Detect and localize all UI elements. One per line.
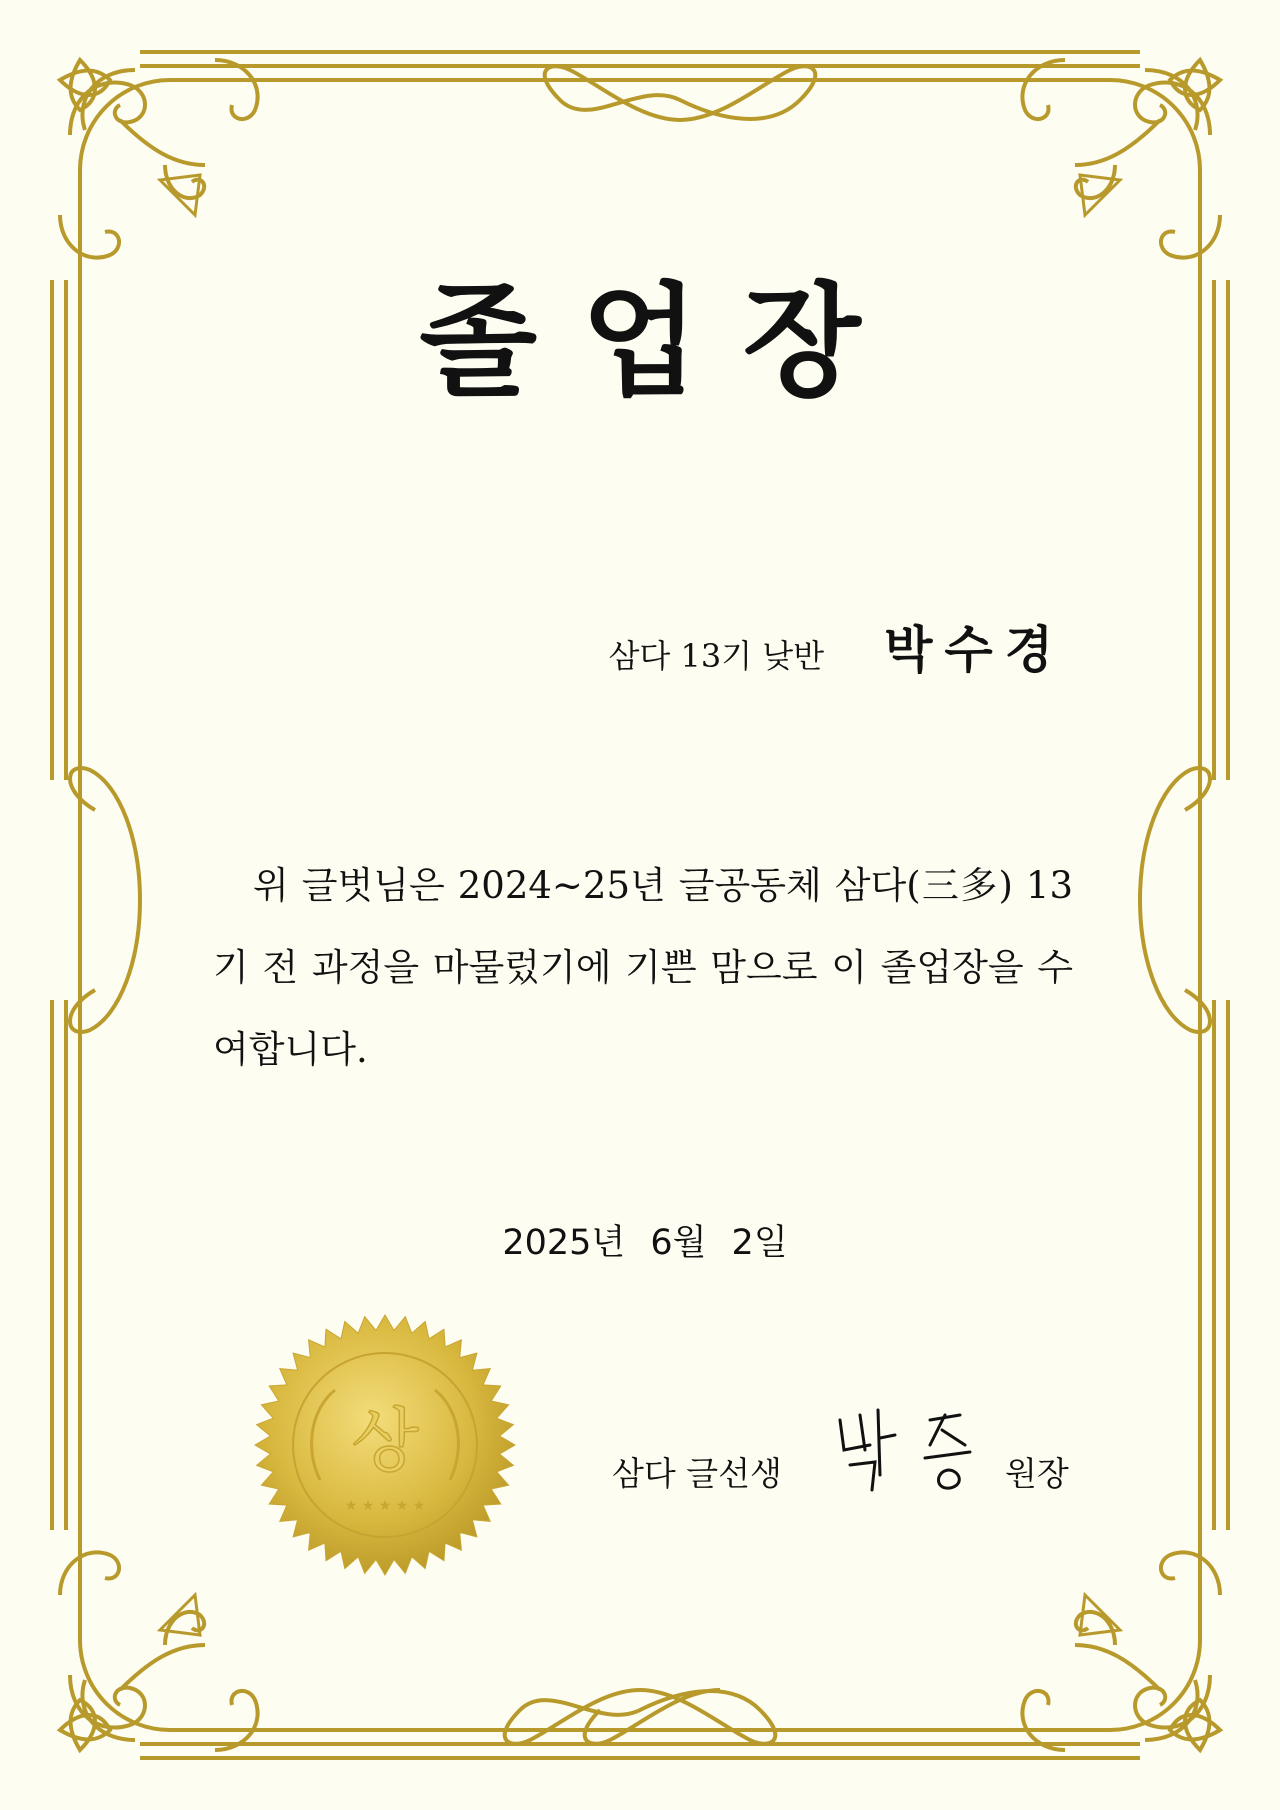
seal-text: 상 xyxy=(351,1400,419,1482)
recipient-class: 삼다 13기 낮반 xyxy=(608,637,825,675)
gold-seal-icon xyxy=(250,1310,520,1580)
signature xyxy=(830,1400,1000,1500)
issuer-name: 삼다 글선생 xyxy=(612,1454,782,1493)
certificate-title: 졸업장 xyxy=(419,269,905,413)
issue-date: 2025년 6월 2일 xyxy=(502,1223,788,1263)
recipient-name: 박수경 xyxy=(884,621,1065,679)
recipient-row xyxy=(608,610,1065,682)
svg-text:★ ★ ★ ★ ★: ★ ★ ★ ★ ★ xyxy=(344,1498,426,1514)
certificate-body: 위 글벗님은 2024~25년 글공동체 삼다(三多) 13기 전 과정을 마물렀기에 기쁜 맘으로 이 졸업장을 수여합니다. xyxy=(213,864,1073,1071)
issuer-title: 원장 xyxy=(1005,1454,1069,1493)
